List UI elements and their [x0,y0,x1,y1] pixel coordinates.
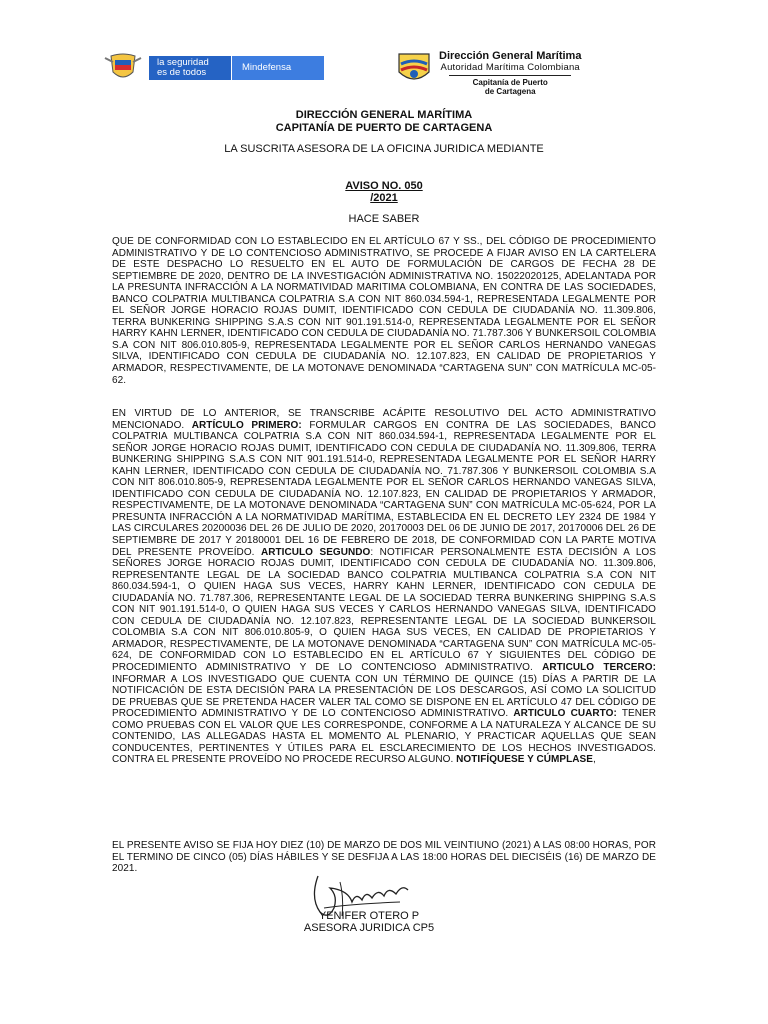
p2-text-d: INFORMAR A LOS INVESTIGADO QUE CUENTA CON UN TÉRMINO DE QUINCE (15) DÍAS A PARTIR DE LA NOTIFICACIÓN DE ESTA DECISIÓN PARA LA PRESENTACIÓN DE LOS DESCARGOS, ASÍ COMO LA SOLICITUD DE PRUEBAS QUE SE PRETENDA HACER VALER TAL COMO SE DISPONE EN EL ARTÍCULO 47 DEL CÓDIGO DE PROCEDIMIENTO ADMINISTRATIVO Y DE LO CONTENCIOSO ADMINISTRATIVO. [112,673,656,720]
heading-line1: DIRECCIÓN GENERAL MARÍTIMA [295,109,473,121]
heading-line2: CAPITANÍA DE PUERTO DE CARTAGENA [275,122,493,134]
dimar-divider [449,75,571,76]
dimar-emblem-icon [395,50,433,88]
hace-saber: HACE SABER [348,213,420,225]
articulo-tercero-label: ARTICULO TERCERO: [542,662,657,674]
aviso-line2: /2021 [370,192,398,204]
dimar-title: Dirección General Marítima [439,50,582,62]
p2-text-b: FORMULAR CARGOS EN CONTRA DE LAS SOCIEDADES, BANCO COLPATRIA MULTIBANCA COLPATRIA S.A CON NIT 860.034.594-1, REPRESENTADA LEGALMENTE POR EL SEÑOR JORGE HORACIO ROJAS DUMIT, IDENTIFICADO CON CEDULA DE CIUDADANÍA NO. 11.309.806, TERRA BUNKERING SHIPPING S.A.S CON NIT 901.191.514-0, REPRESENTADA LEGALMENTE POR EL SEÑOR HARRY KAHN LERNER, IDENTIFICADO CON CEDULA DE CIUDADANÍA NO. 71.787.306 Y BUNKERSOIL COLOMBIA S.A CON NIT 806.010.805-9, REPRESENTADA LEGALMENTE POR EL SEÑOR CARLOS HERNANDO VANEGAS SILVA, IDENTIFICADO CON CEDULA DE CIUDADANÍA NO. 12.107.823, EN CALIDAD DE PROPIETARIOS Y ARMADOR, RESPECTIVAMENTE, DE LA MOTONAVE DENOMINADA “CARTAGENA SUN” CON MATRÍCULA MC-05-624, POR LA PRESUNTA INFRACCIÓN A LA NORMATIVIDAD MARÍTIMA, ESTABLECIDA EN EL DECRETO LEY 2324 DE 1984 Y LAS CIRCULARES 20200036 DEL 26 DE JULIO DE 2020, 20170003 DEL 06 DE JUNIO DE 2017, 20170006 DEL 26 DE SEPTIEMBRE DE 2017 Y 20180001 DEL 16 DE FEBRERO DE 2018, DE CONFORMIDAD CON LA PARTE MOTIVA DEL PRESENTE PROVEÍDO. [112,419,656,558]
dimar-unit-line2: de Cartagena [484,87,536,96]
letterhead [0,0,768,100]
p2-text-f: , [593,754,596,766]
articulo-cuarto-label: ARTICULO CUARTO: [513,708,617,720]
subheading: LA SUSCRITA ASESORA DE LA OFICINA JURIDICA MEDIANTE [224,143,544,155]
notifiquese-label: NOTIFÍQUESE Y CÚMPLASE [456,754,593,766]
paragraph-2 [112,408,656,766]
aviso-line1: AVISO NO. 050 [345,180,423,192]
aviso-number [0,180,768,204]
government-logo [103,52,324,84]
gov-slogan-line1: la seguridad [157,57,209,68]
p2-text-a: EN VIRTUD DE LO ANTERIOR, SE TRANSCRIBE ACÁPITE RESOLUTIVO DEL ACTO ADMINISTRATIVO MENCIONADO. [112,408,656,431]
dimar-subtitle: Autoridad Marítima Colombiana [440,62,580,73]
paragraph-1: QUE DE CONFORMIDAD CON LO ESTABLECIDO EN EL ARTÍCULO 67 Y SS., DEL CÓDIGO DE PROCEDIMIENTO ADMINISTRATIVO Y DE LO CONTENCIOSO ADMINISTRATIVO, SE PROCEDE A FIJAR AVISO EN LA CARTELERA DE ESTE DESPACHO LO RESUELTO EN EL AUTO DE FORMULACIÓN DE CARGOS DE FECHA 28 DE SEPTIEMBRE DE 2020, DENTRO DE LA INVESTIGACIÓN ADMINISTRATIVA NO. 15022020125, ADELANTADA POR LA PRESUNTA INFRACCIÓN A LA NORMATIVIDAD MARITIMA COLOMBIANA, EN CONTRA DE LAS SOCIEDADES, BANCO COLPATRIA MULTIBANCA COLPATRIA S.A CON NIT 860.034.594-1, REPRESENTADA LEGALMENTE POR EL SEÑOR JORGE HORACIO ROJAS DUMIT, IDENTIFICADO CON CEDULA DE CIUDADANÍA NO. 11.309.806, TERRA BUNKERING SHIPPING S.A.S CON NIT 901.191.514-0, REPRESENTADA LEGALMENTE POR EL SEÑOR HARRY KAHN LERNER, IDENTIFICADO CON CEDULA DE CIUDADANÍA NO. 71.787.306 Y BUNKERSOIL COLOMBIA S.A CON NIT 806.010.805-9, REPRESENTADA LEGALMENTE POR EL SEÑOR CARLOS HERNANDO VANEGAS SILVA, IDENTIFICADO CON CEDULA DE CIUDADANÍA NO. 12.107.823, EN CALIDAD DE PROPIETARIOS Y ARMADOR, RESPECTIVAMENTE, DE LA MOTONAVE DENOMINADA “CARTAGENA SUN” CON MATRÍCULA MC-05-62. [112,236,656,386]
document-heading [0,109,768,135]
signer-name: YENIFER OTERO P [318,910,420,922]
dimar-unit-line1: Capitanía de Puerto [472,78,548,87]
articulo-segundo-label: ARTICULO SEGUNDO [260,546,371,558]
dimar-logo [395,50,581,96]
gov-slogan [149,56,232,80]
signer-title: ASESORA JURIDICA CP5 [303,922,435,934]
gov-slogan-line2: es de todos [157,67,207,78]
p2-text-c: : NOTIFICAR PERSONALMENTE ESTA DECISIÓN A LOS SEÑORES JORGE HORACIO ROJAS DUMIT, IDENTIFICADO CON CEDULA DE CIUDADANÍA NO. 11.309.806, REPRESENTANTE LEGAL DE LA SOCIEDAD BANCO COLPATRIA MULTIBANCA COLPATRIA S.A CON NIT 860.034.594-1, O QUIEN HAGA SUS VECES, HARRY KAHN LERNER, IDENTIFICADO CON CEDULA DE CIUDADANÍA NO. 71.787.306, REPRESENTANTE LEGAL DE LA SOCIEDAD TERRA BUNKERING SHIPPING S.A.S CON NIT 901.191.514-0, O QUIEN HAGA SUS VECES Y CARLOS HERNANDO VANEGAS SILVA, IDENTIFICADO CON CEDULA DE CIUDADANÍA NO. 12.107.823, REPRESENTANTE LEGAL DE LA SOCIEDAD BUNKERSOIL COLOMBIA S.A CON NIT 806.010.805-9, O QUIEN HAGA SUS VECES, EN CALIDAD DE PROPIETARIOS Y ARMADOR, RESPECTIVAMENTE, DE LA MOTONAVE DENOMINADA “CARTAGENA SUN” CON MATRÍCULA MC-05-624, DE CONFORMIDAD CON LO ESTABLECIDO EN EL ARTÍCULO 67 Y SIGUIENTES DEL CÓDIGO DE PROCEDIMIENTO ADMINISTRATIVO Y DE LO CONTENCIOSO ADMINISTRATIVO. [112,546,656,674]
paragraph-3: EL PRESENTE AVISO SE FIJA HOY DIEZ (10) DE MARZO DE DOS MIL VEINTIUNO (2021) A LAS 08:00 HORAS, POR EL TERMINO DE CINCO (05) DÍAS HÁBILES Y SE DESFIJA A LAS 18:00 HORAS DEL DIECISÉIS (16) DE MARZO DE 2021. [112,840,656,875]
colombia-coat-of-arms-icon [103,52,143,84]
p2-text-e: TENER COMO PRUEBAS CON EL VALOR QUE LES CORRESPONDE, CONFORME A LA NATURALEZA Y ALCANCE DE SU CONTENIDO, LAS ALLEGADAS HASTA EL MOMENTO AL PLENARIO, Y PRACTICAR AQUELLAS QUE SEAN CONDUCENTES, PERTINENTES Y ÚTILES PARA EL ESCLARECIMIENTO DE LOS HECHOS INVESTIGADOS. CONTRA EL PRESENTE PROVEÍDO NO PROCEDE RECURSO ALGUNO. [112,708,656,766]
gov-ministry: Mindefensa [232,56,324,80]
articulo-primero-label: ARTÍCULO PRIMERO: [191,419,302,431]
